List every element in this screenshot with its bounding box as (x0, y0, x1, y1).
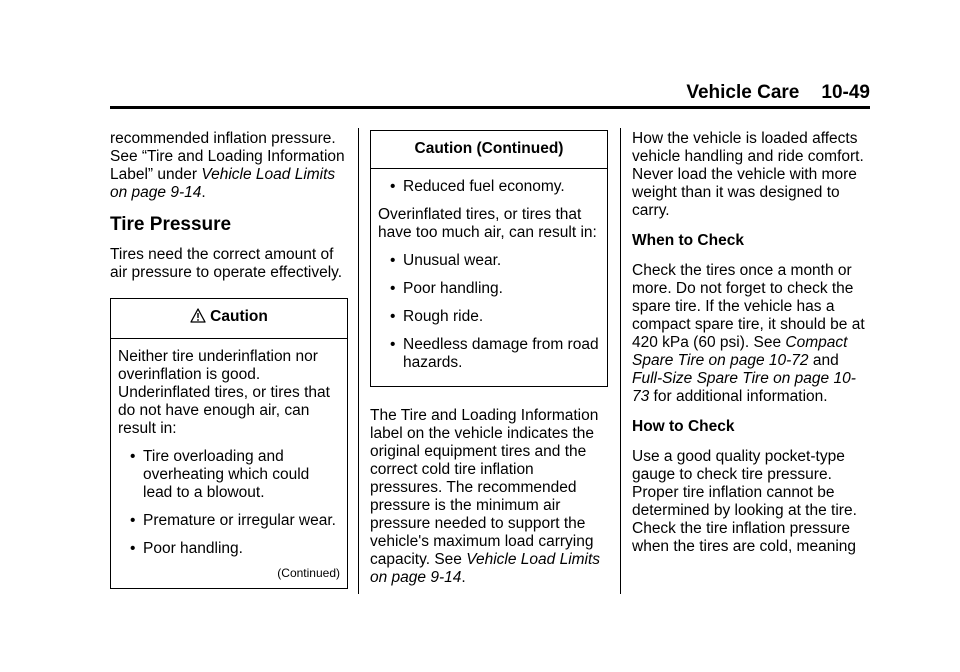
caution-title: Caution (210, 308, 268, 325)
list-item: • Reduced fuel economy. (378, 178, 600, 196)
column-1 (110, 130, 348, 589)
list-item: • Unusual wear. (378, 252, 600, 270)
caution-list (378, 252, 600, 372)
list-item: • Poor handling. (118, 540, 340, 558)
caution-text: Neither tire underinflation nor overinflation is good. Underinflated tires, or tires that do not have enough air, can result in: (118, 348, 330, 437)
section-title: Vehicle Care (686, 82, 800, 103)
how-to-check-paragraph: Use a good quality pocket-type gauge to check tire pressure. Proper tire inflation cannot be determined by looking at the tire. Check the tire inflation pressure when the tires are cold, meaning (632, 448, 857, 555)
column-2 (370, 130, 608, 599)
caution-body (371, 169, 607, 386)
intro-paragraph: recommended inflation pressure. See “Tire and Loading Information Label” under Vehicle Load Limits on page 9-14. (110, 130, 345, 201)
list-item: • Rough ride. (378, 308, 600, 326)
section-heading: Tire Pressure (110, 214, 232, 235)
caution-body (111, 339, 347, 588)
cross-reference: Full-Size Spare Tire on page 10-73 (632, 370, 856, 405)
caution-list (118, 448, 340, 558)
list-item: • Premature or irregular wear. (118, 512, 340, 530)
continued-label: (Continued) (277, 566, 340, 580)
list-item: • Poor handling. (378, 280, 600, 298)
loading-paragraph: How the vehicle is loaded affects vehicle handling and ride comfort. Never load the vehicle with more weight than it was designed to carry. (632, 130, 864, 219)
cross-reference: Vehicle Load Limits on page 9-14 (110, 166, 336, 201)
page-number: 10-49 (821, 82, 870, 103)
subheading-how-to-check: How to Check (632, 418, 735, 435)
caution-text: Overinflated tires, or tires that have too much air, can result in: (378, 206, 597, 241)
caution-list (378, 178, 600, 196)
cross-reference: Compact Spare Tire on page 10-72 (632, 334, 848, 369)
when-to-check-paragraph: Check the tires once a month or more. Do not forget to check the spare tire. If the vehicle has a compact spare tire, it should be at 420 kPa (60 psi). See Compact Spare Tire on page 10-72 and Full-Size Spare Tire on page 10-73 for additional information. (632, 262, 865, 405)
header-rule (110, 106, 870, 109)
subheading-when-to-check: When to Check (632, 232, 744, 249)
caution-header (111, 299, 347, 339)
caution-box-continued (370, 130, 608, 387)
column-divider (358, 128, 359, 594)
warning-triangle-icon (190, 308, 206, 328)
list-item: • Tire overloading and overheating which could lead to a blowout. (118, 448, 340, 502)
page-header (110, 82, 870, 104)
column-divider (620, 128, 621, 594)
column-3 (632, 130, 870, 568)
list-item: • Needless damage from road hazards. (378, 336, 600, 372)
tire-pressure-paragraph: Tires need the correct amount of air pressure to operate effectively. (110, 246, 343, 281)
caution-header: Caution (Continued) (371, 131, 607, 169)
label-paragraph: The Tire and Loading Information label on the vehicle indicates the original equipment tires and the correct cold tire inflation pressures. The recommended pressure is the minimum air pressure needed to support the vehicle's maximum load carrying capacity. See Vehicle Load Limits on page 9-14. (370, 407, 601, 586)
caution-box (110, 298, 348, 589)
cross-reference: Vehicle Load Limits on page 9-14 (370, 551, 601, 586)
